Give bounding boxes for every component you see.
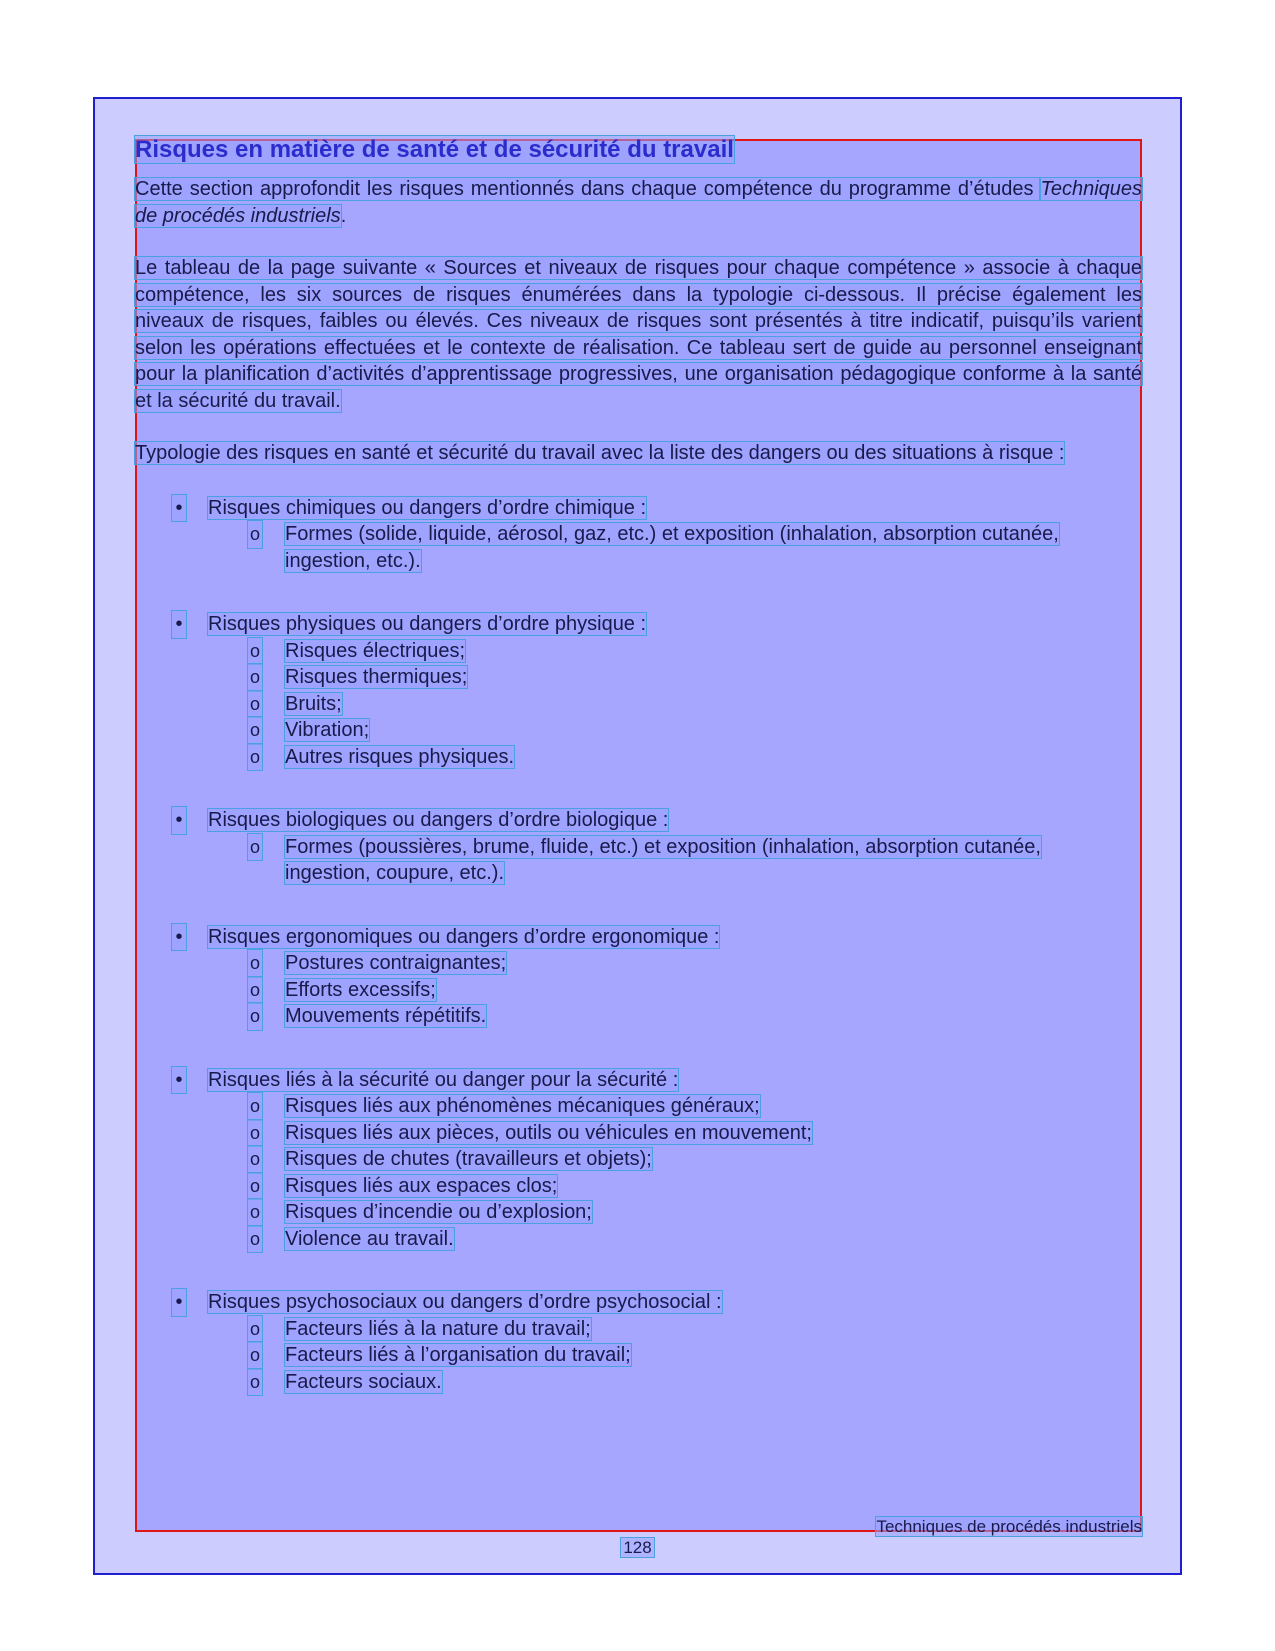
risk-item-list: [135, 834, 1142, 887]
circle-bullet-icon: o: [248, 1199, 262, 1226]
circle-bullet-icon: o: [248, 638, 262, 665]
bullet-icon: •: [172, 1289, 186, 1316]
circle-bullet-icon: o: [248, 1120, 262, 1147]
risk-category-label: • Risques physiques ou dangers d’ordre physique :: [135, 611, 1142, 638]
typology-intro: Typologie des risques en santé et sécurité du travail avec la liste des dangers ou des situations à risque :: [135, 442, 1065, 464]
circle-bullet-icon: o: [248, 1003, 262, 1030]
risk-category-label: • Risques liés à la sécurité ou danger pour la sécurité :: [135, 1067, 1142, 1094]
risk-item: o Risques liés aux phénomènes mécaniques généraux;: [135, 1093, 1142, 1120]
risk-item: o Violence au travail.: [135, 1226, 1142, 1253]
footer-program-title: Techniques de procédés industriels: [876, 1517, 1142, 1536]
risk-item: o Risques thermiques;: [135, 664, 1142, 691]
risk-category-label: • Risques ergonomiques ou dangers d’ordre ergonomique :: [135, 924, 1142, 951]
risk-item-list: [135, 638, 1142, 771]
risk-item: o Autres risques physiques.: [135, 744, 1142, 771]
risk-item: o Bruits;: [135, 691, 1142, 718]
table-description-paragraph: Le tableau de la page suivante « Sources et niveaux de risques pour chaque compétence » associe à chaque compétence, les six sources de risques énumérées dans la typologie ci-dessous. Il précise également les niveaux de risques, faibles ou élevés. Ces niveaux de risques sont présentés à titre indicatif, puisqu’ils varient selon les opérations effectuées et le contexte de réalisation. Ce tableau sert de guide au personnel enseignant pour la planification d’activités d’apprentissage progressives, une organisation pédagogique conforme à la santé et la sécurité du travail.: [135, 257, 1142, 412]
bullet-icon: •: [172, 495, 186, 522]
risk-category-label: • Risques biologiques ou dangers d’ordre biologique :: [135, 807, 1142, 834]
risk-item: o Risques liés aux espaces clos;: [135, 1173, 1142, 1200]
circle-bullet-icon: o: [248, 1173, 262, 1200]
risk-item: o Postures contraignantes;: [135, 950, 1142, 977]
risk-item: o Mouvements répétitifs.: [135, 1003, 1142, 1030]
circle-bullet-icon: o: [248, 977, 262, 1004]
risk-category: [135, 1289, 1142, 1395]
risk-item-list: [135, 950, 1142, 1030]
bullet-icon: •: [172, 924, 186, 951]
circle-bullet-icon: o: [248, 1146, 262, 1173]
risk-item: o Efforts excessifs;: [135, 977, 1142, 1004]
risk-item: o Risques d’incendie ou d’explosion;: [135, 1199, 1142, 1226]
circle-bullet-icon: o: [248, 521, 262, 548]
page-number: 128: [623, 1538, 652, 1557]
circle-bullet-icon: o: [248, 1093, 262, 1120]
risk-item: o Risques liés aux pièces, outils ou véhicules en mouvement;: [135, 1120, 1142, 1147]
risk-item: o Risques électriques;: [135, 638, 1142, 665]
risk-item-list: [135, 521, 1142, 574]
bullet-icon: •: [172, 807, 186, 834]
program-name: Techniques de procédés industriels: [135, 178, 1142, 227]
circle-bullet-icon: o: [248, 1342, 262, 1369]
circle-bullet-icon: o: [248, 1226, 262, 1253]
risk-category: [135, 495, 1142, 575]
bullet-icon: •: [172, 1067, 186, 1094]
risk-item: o Risques de chutes (travailleurs et objets);: [135, 1146, 1142, 1173]
risk-item: o Formes (poussières, brume, fluide, etc.) et exposition (inhalation, absorption cutanée, ingestion, coupure, etc.).: [249, 835, 1041, 884]
circle-bullet-icon: o: [248, 1369, 262, 1396]
document-body: [135, 134, 1142, 1432]
risk-category: [135, 807, 1142, 887]
circle-bullet-icon: o: [248, 664, 262, 691]
risk-item-list: [135, 1316, 1142, 1396]
risk-item: o Facteurs liés à la nature du travail;: [135, 1316, 1142, 1343]
section-heading: Risques en matière de santé et de sécurité du travail: [135, 136, 734, 163]
circle-bullet-icon: o: [248, 834, 262, 861]
intro-paragraph: Cette section approfondit les risques mentionnés dans chaque compétence du programme d’études Techniques de procédés industriels.: [135, 178, 1142, 227]
risk-category: [135, 611, 1142, 770]
risk-category-list: [135, 495, 1142, 1396]
risk-item: o Facteurs liés à l’organisation du travail;: [135, 1342, 1142, 1369]
risk-category: [135, 924, 1142, 1030]
bullet-icon: •: [172, 611, 186, 638]
risk-item: o Vibration;: [135, 717, 1142, 744]
circle-bullet-icon: o: [248, 691, 262, 718]
risk-category-label: • Risques chimiques ou dangers d’ordre chimique :: [135, 495, 1142, 522]
risk-item-list: [135, 1093, 1142, 1252]
circle-bullet-icon: o: [248, 717, 262, 744]
risk-item: o Formes (solide, liquide, aérosol, gaz, etc.) et exposition (inhalation, absorption cutanée, ingestion, etc.).: [249, 523, 1059, 572]
circle-bullet-icon: o: [248, 744, 262, 771]
risk-item: o Facteurs sociaux.: [135, 1369, 1142, 1396]
risk-category: [135, 1067, 1142, 1253]
circle-bullet-icon: o: [248, 1316, 262, 1343]
risk-category-label: • Risques psychosociaux ou dangers d’ordre psychosocial :: [135, 1289, 1142, 1316]
circle-bullet-icon: o: [248, 950, 262, 977]
